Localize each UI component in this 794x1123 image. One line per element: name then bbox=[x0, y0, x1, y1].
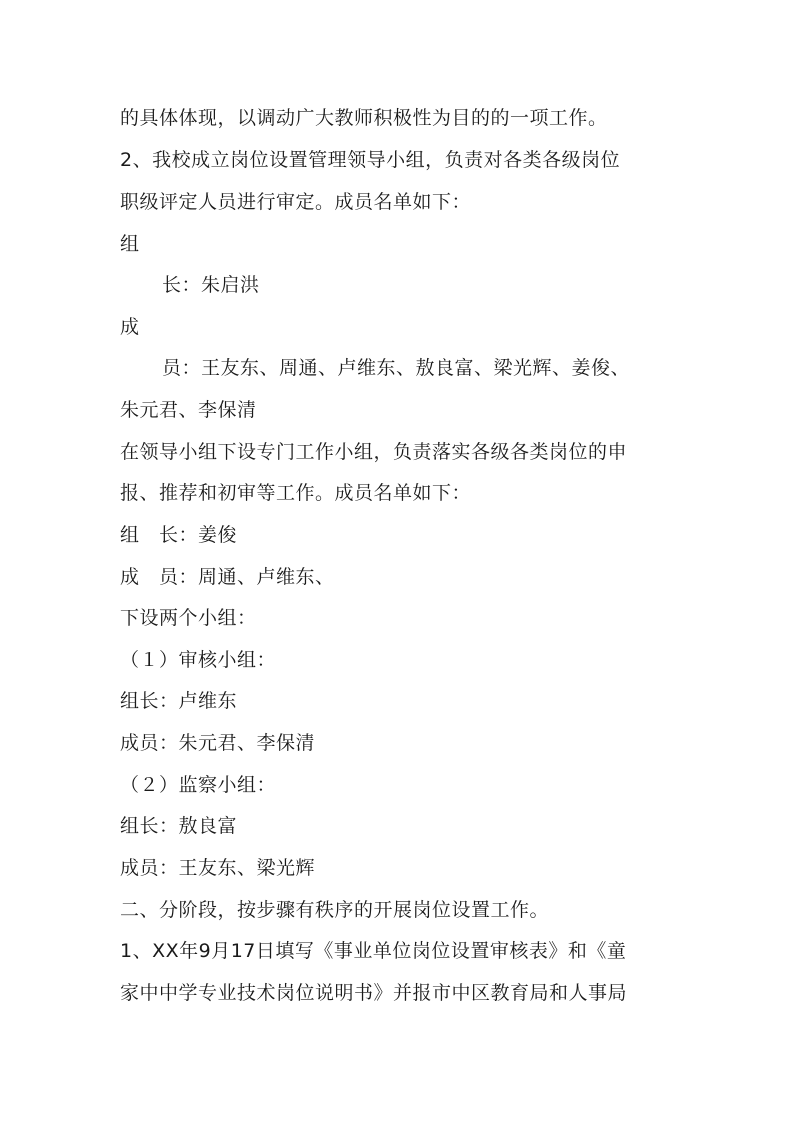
text-line: 组长：卢维东 bbox=[120, 690, 238, 712]
text-line: 2、我校成立岗位设置管理领导小组，负责对各类各级岗位 bbox=[120, 149, 621, 171]
text-line: （１）审核小组： bbox=[120, 649, 277, 671]
text-line: 职级评定人员进行审定。成员名单如下： bbox=[120, 191, 472, 213]
text-line: 组长：敖良富 bbox=[120, 815, 238, 837]
text-line: 成 bbox=[120, 316, 140, 338]
text-line: 成员：王友东、梁光辉 bbox=[120, 857, 316, 879]
text-line: 报、推荐和初审等工作。成员名单如下： bbox=[120, 482, 472, 504]
text-line: 组 bbox=[120, 233, 140, 255]
text-line: 朱元君、李保清 bbox=[120, 399, 257, 421]
text-line: 成 员：周通、卢维东、 bbox=[120, 566, 335, 588]
text-line: 成员：朱元君、李保清 bbox=[120, 732, 316, 754]
text-line: 1、XX年9月17日填写《事业单位岗位设置审核表》和《童 bbox=[120, 940, 627, 962]
text-line: 在领导小组下设专门工作小组，负责落实各级各类岗位的申 bbox=[120, 441, 628, 463]
text-line: （２）监察小组： bbox=[120, 774, 277, 796]
text-line: 二、分阶段，按步骤有秩序的开展岗位设置工作。 bbox=[120, 899, 550, 921]
text-line: 组 长：姜俊 bbox=[120, 524, 238, 546]
text-line: 家中中学专业技术岗位说明书》并报市中区教育局和人事局 bbox=[120, 982, 628, 1004]
text-line: 的具体体现，以调动广大教师积极性为目的的一项工作。 bbox=[120, 107, 608, 129]
text-line: 长：朱启洪 bbox=[162, 274, 260, 296]
text-line: 员：王友东、周通、卢维东、敖良富、梁光辉、姜俊、 bbox=[162, 357, 631, 379]
text-line: 下设两个小组： bbox=[120, 607, 257, 629]
